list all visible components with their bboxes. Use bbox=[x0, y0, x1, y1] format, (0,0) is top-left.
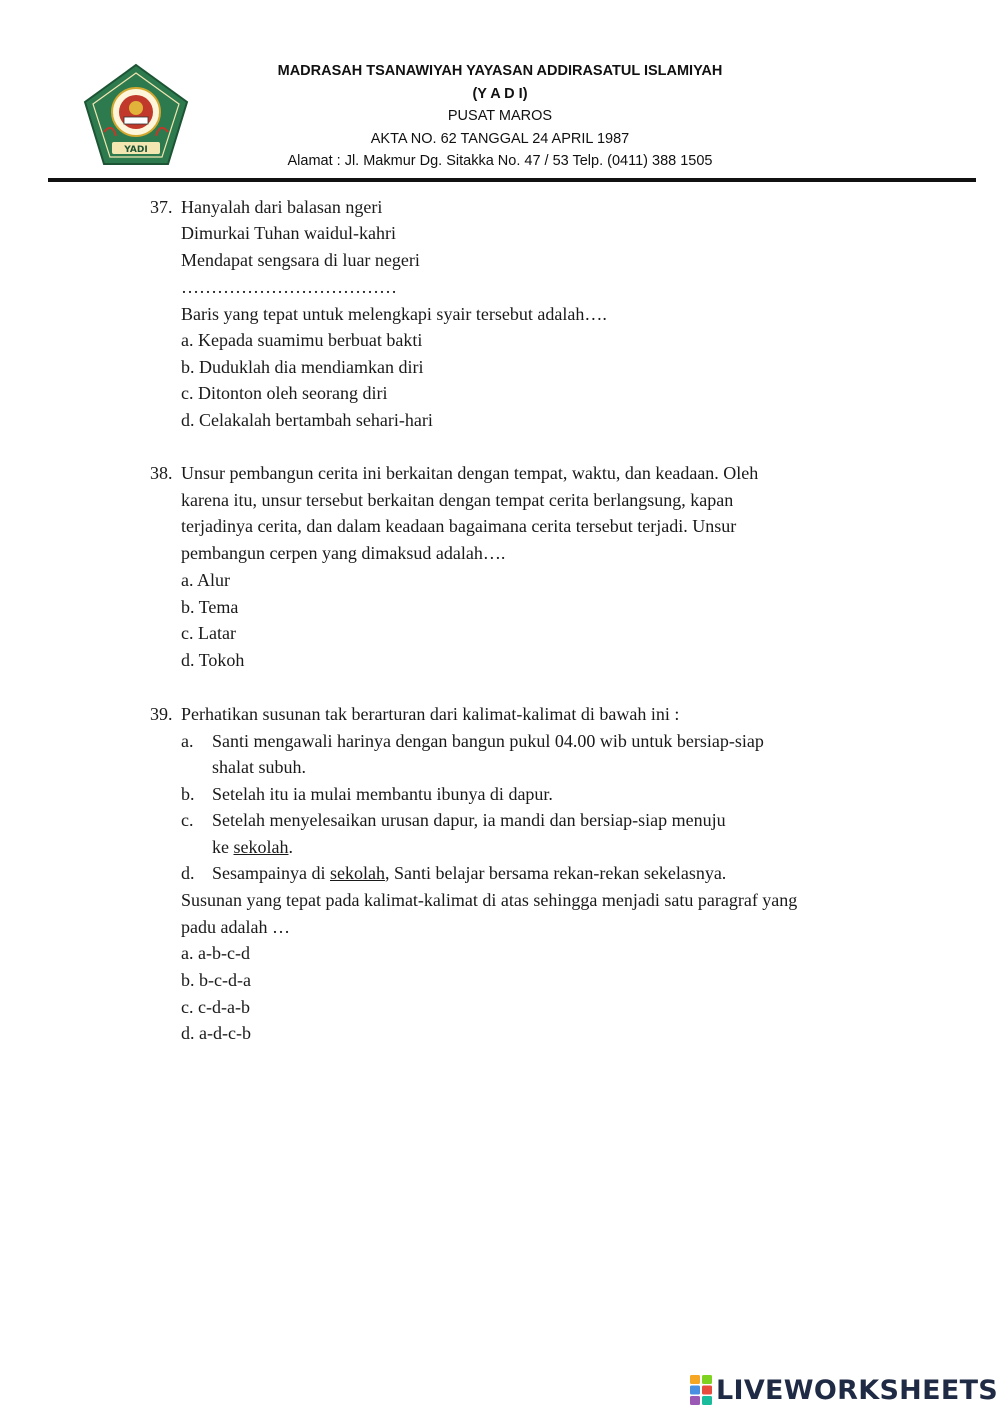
question-text: Susunan yang tepat pada kalimat-kalimat di atas sehingga menjadi satu paragraf yang bbox=[181, 890, 798, 910]
question-text: karena itu, unsur tersebut berkaitan dengan tempat cerita berlangsung, kapan bbox=[181, 490, 734, 510]
answer-option: b. Tema bbox=[181, 597, 239, 617]
school-deed: AKTA NO. 62 TANGGAL 24 APRIL 1987 bbox=[370, 130, 630, 147]
sentence-text-part: Sesampainya di bbox=[212, 863, 330, 883]
question-number: 38. bbox=[150, 463, 173, 483]
sentence-text-part: , Santi belajar bersama rekan-rekan sekelasnya. bbox=[384, 863, 727, 883]
logo-text: YADI bbox=[124, 145, 148, 155]
answer-option: a. Kepada suamimu berbuat bakti bbox=[181, 330, 423, 350]
question-text: Unsur pembangun cerita ini berkaitan dengan tempat, waktu, dan keadaan. Oleh bbox=[181, 463, 759, 483]
question-text: terjadinya cerita, dan dalam keadaan bagaimana cerita tersebut terjadi. Unsur bbox=[181, 516, 737, 536]
answer-option: c. c-d-a-b bbox=[181, 997, 250, 1017]
letterhead bbox=[0, 0, 1000, 185]
answer-option: d. Tokoh bbox=[181, 650, 245, 670]
answer-option: a. Alur bbox=[181, 570, 230, 590]
answer-option: d. a-d-c-b bbox=[181, 1023, 251, 1043]
school-location: PUSAT MAROS bbox=[447, 108, 553, 124]
answer-option: b. Duduklah dia mendiamkan diri bbox=[181, 357, 424, 377]
question-text: Baris yang tepat untuk melengkapi syair tersebut adalah…. bbox=[181, 304, 607, 324]
sentence-text: shalat subuh. bbox=[212, 757, 306, 777]
sentence-label: d. bbox=[181, 863, 195, 883]
poem-line: Hanyalah dari balasan ngeri bbox=[181, 197, 383, 217]
answer-option: c. Ditonton oleh seorang diri bbox=[181, 383, 388, 403]
sentence-text: Setelah menyelesaikan urusan dapur, ia mandi dan bersiap-siap menuju bbox=[212, 810, 726, 830]
sentence-text-part: . bbox=[288, 837, 293, 857]
school-logo bbox=[82, 62, 190, 168]
sentence-text bbox=[212, 836, 293, 858]
poem-line: Mendapat sengsara di luar negeri bbox=[181, 250, 420, 270]
underlined-word: sekolah bbox=[233, 837, 289, 857]
header-divider bbox=[48, 178, 976, 182]
question-number: 39. bbox=[150, 704, 173, 724]
answer-option: d. Celakalah bertambah sehari-hari bbox=[181, 410, 433, 430]
school-abbrev: (Y A D I) bbox=[472, 85, 528, 102]
answer-option: b. b-c-d-a bbox=[181, 970, 251, 990]
sentence-label: a. bbox=[181, 731, 194, 751]
question-text: padu adalah … bbox=[181, 917, 290, 937]
poem-line: Dimurkai Tuhan waidul-kahri bbox=[181, 223, 396, 243]
sentence-text: Setelah itu ia mulai membantu ibunya di dapur. bbox=[212, 784, 553, 804]
blank-line: ……………………………… bbox=[181, 277, 397, 297]
answer-option: a. a-b-c-d bbox=[181, 943, 250, 963]
question-number: 37. bbox=[150, 197, 173, 217]
liveworksheets-logo-icon bbox=[690, 1375, 712, 1405]
liveworksheets-brand bbox=[690, 1374, 998, 1406]
letterhead-text bbox=[200, 60, 800, 173]
sentence-label: c. bbox=[181, 810, 194, 830]
question-text: pembangun cerpen yang dimaksud adalah…. bbox=[181, 543, 506, 563]
school-address: Alamat : Jl. Makmur Dg. Sitakka No. 47 / 53 Telp. (0411) 388 1505 bbox=[287, 153, 713, 169]
sentence-text bbox=[212, 862, 726, 884]
sentence-text-part: ke bbox=[212, 837, 234, 857]
sentence-label: b. bbox=[181, 784, 195, 804]
sentence-text: Santi mengawali harinya dengan bangun pukul 04.00 wib untuk bersiap-siap bbox=[212, 731, 764, 751]
question-text: Perhatikan susunan tak berarturan dari kalimat-kalimat di bawah ini : bbox=[181, 704, 680, 724]
school-name: MADRASAH TSANAWIYAH YAYASAN ADDIRASATUL ISLAMIYAH bbox=[277, 63, 723, 79]
liveworksheets-wordmark: LIVEWORKSHEETS bbox=[716, 1374, 999, 1406]
answer-option: c. Latar bbox=[181, 623, 236, 643]
underlined-word: sekolah bbox=[329, 863, 385, 883]
